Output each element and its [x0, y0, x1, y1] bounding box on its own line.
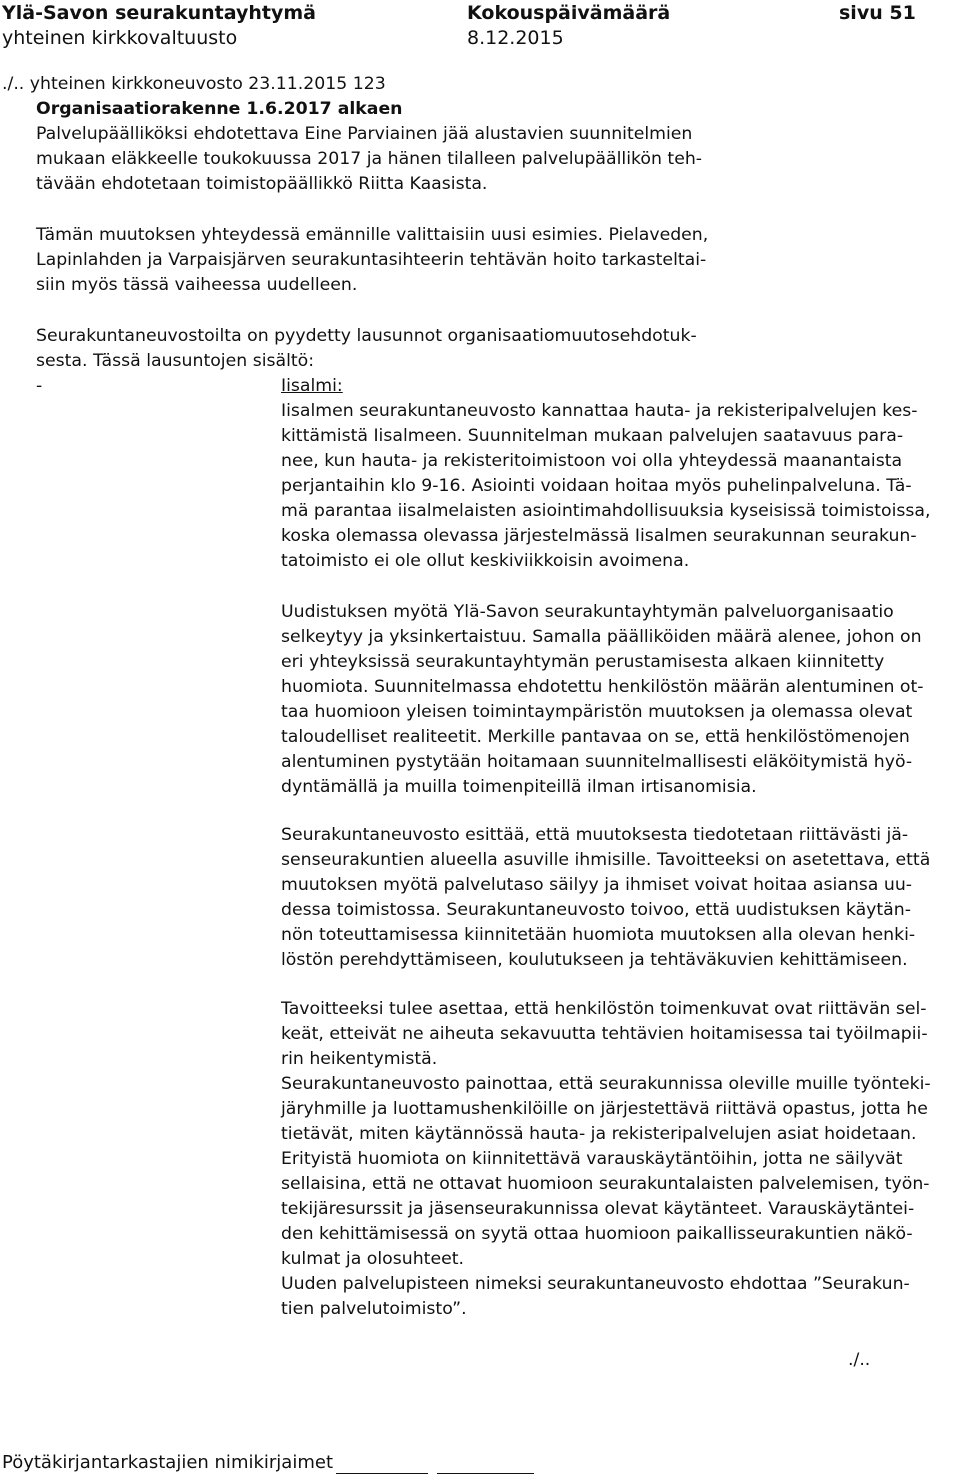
paragraph-line: Erityistä huomiota on kiinnitettävä varauskäytäntöihin, jotta ne säilyvät: [281, 1149, 903, 1169]
paragraph-line: mukaan eläkkeelle toukokuussa 2017 ja hänen tilalleen palvelupäällikön teh-: [36, 149, 703, 169]
list-dash: -: [36, 376, 43, 396]
paragraph-line: Tämän muutoksen yhteydessä emännille valittaisiin uusi esimies. Pielaveden,: [36, 225, 709, 245]
paragraph-line: Seurakuntaneuvosto painottaa, että seurakunnissa oleville muille työnteki-: [281, 1074, 931, 1094]
paragraph-line: dessa toimistossa. Seurakuntaneuvosto toivoo, että uudistuksen käytän-: [281, 900, 911, 920]
paragraph-line: Uudistuksen myötä Ylä-Savon seurakuntayhtymän palveluorganisaatio: [281, 602, 894, 622]
paragraph-line: rin heikentymistä.: [281, 1049, 438, 1069]
paragraph-line: kulmat ja olosuhteet.: [281, 1249, 464, 1269]
paragraph-line: koska olemassa olevassa järjestelmässä Iisalmen seurakunnan seurakun-: [281, 526, 917, 546]
list-heading-iisalmi: Iisalmi:: [281, 376, 343, 396]
paragraph-line: Tavoitteeksi tulee asettaa, että henkilöstön toimenkuvat ovat riittävän sel-: [281, 999, 927, 1019]
paragraph-line: Uuden palvelupisteen nimeksi seurakuntaneuvosto ehdottaa ”Seurakun-: [281, 1274, 910, 1294]
reference-line: ./.. yhteinen kirkkoneuvosto 23.11.2015 123: [2, 74, 386, 94]
paragraph-line: keät, etteivät ne aiheuta sekavuutta tehtävien hoitamisessa tai työilmapii-: [281, 1024, 928, 1044]
paragraph-line: kittämistä Iisalmeen. Suunnitelman mukaan palvelujen saatavuus para-: [281, 426, 904, 446]
paragraph-line: tietävät, miten käytännössä hauta- ja rekisteripalvelujen asiat hoidetaan.: [281, 1124, 917, 1144]
paragraph-line: nön toteuttamisessa kiinnitetään huomiota muutoksen alla olevan henki-: [281, 925, 916, 945]
paragraph-line: dyntämällä ja muilla toimenpiteillä ilman irtisanomisia.: [281, 777, 757, 797]
paragraph-line: taa huomioon yleisen toimintaympäristön muutoksen ja olemassa olevat: [281, 702, 913, 722]
paragraph-line: Seurakuntaneuvostoilta on pyydetty lausunnot organisaatiomuutosehdotuk-: [36, 326, 697, 346]
paragraph-line: Lapinlahden ja Varpaisjärven seurakuntasihteerin tehtävän hoito tarkasteltai-: [36, 250, 707, 270]
paragraph-line: Palvelupäälliköksi ehdotettava Eine Parviainen jää alustavien suunnitelmien: [36, 124, 693, 144]
paragraph-line: sesta. Tässä lausuntojen sisältö:: [36, 351, 315, 371]
paragraph-line: mä parantaa iisalmelaisten asiointimahdollisuuksia kyseisissä toimistoissa,: [281, 501, 931, 521]
continuation-mark: ./..: [848, 1350, 871, 1370]
paragraph-line: muutoksen myötä palvelutaso säilyy ja ihmiset voivat hoitaa asiansa uu-: [281, 875, 913, 895]
page-number: sivu 51: [839, 2, 916, 24]
signature-line-2: [437, 1473, 534, 1474]
signature-label: Pöytäkirjantarkastajien nimikirjaimet: [2, 1452, 333, 1473]
paragraph-line: nee, kun hauta- ja rekisteritoimistoon voi olla yhteydessä maanantaista: [281, 451, 903, 471]
paragraph-line: tävään ehdotetaan toimistopäällikkö Riitta Kaasista.: [36, 174, 488, 194]
paragraph-line: löstön perehdyttämiseen, koulutukseen ja tehtäväkuvien kehittämiseen.: [281, 950, 908, 970]
paragraph-line: sellaisina, että ne ottavat huomioon seurakuntalaisten palvelemisen, työn-: [281, 1174, 930, 1194]
paragraph-line: Seurakuntaneuvosto esittää, että muutoksesta tiedotetaan riittävästi jä-: [281, 825, 909, 845]
paragraph-line: selkeytyy ja yksinkertaistuu. Samalla päälliköiden määrä alenee, johon on: [281, 627, 922, 647]
meeting-date: 8.12.2015: [467, 27, 564, 49]
paragraph-line: huomiota. Suunnitelmassa ehdotettu henkilöstön määrän alentuminen ot-: [281, 677, 924, 697]
paragraph-line: järyhmille ja luottamushenkilöille on järjestettävä riittävä opastus, jotta he: [281, 1099, 928, 1119]
paragraph-line: perjantaihin klo 9-16. Asiointi voidaan hoitaa myös puhelinpalveluna. Tä-: [281, 476, 912, 496]
section-title: Organisaatiorakenne 1.6.2017 alkaen: [36, 99, 403, 119]
paragraph-line: siin myös tässä vaiheessa uudelleen.: [36, 275, 358, 295]
paragraph-line: eri yhteyksissä seurakuntayhtymän perustamisesta alkaen kiinnitetty: [281, 652, 885, 672]
signature-line-1: [336, 1473, 428, 1474]
paragraph-line: Iisalmen seurakuntaneuvosto kannattaa hauta- ja rekisteripalvelujen kes-: [281, 401, 918, 421]
paragraph-line: tien palvelutoimisto”.: [281, 1299, 467, 1319]
paragraph-line: tatoimisto ei ole ollut keskiviikkoisin avoimena.: [281, 551, 690, 571]
paragraph-line: den kehittämisessä on syytä ottaa huomioon paikallisseurakuntien näkö-: [281, 1224, 913, 1244]
paragraph-line: senseurakuntien alueella asuville ihmisille. Tavoitteeksi on asetettava, että: [281, 850, 931, 870]
paragraph-line: tekijäresurssit ja jäsenseurakunnissa olevat käytänteet. Varauskäytäntei-: [281, 1199, 915, 1219]
meeting-date-label: Kokouspäivämäärä: [467, 2, 671, 24]
paragraph-line: alentuminen pystytään hoitamaan suunnitelmallisesti eläköitymistä hyö-: [281, 752, 913, 772]
body-name: yhteinen kirkkovaltuusto: [2, 27, 238, 49]
organization-name: Ylä-Savon seurakuntayhtymä: [2, 2, 316, 24]
paragraph-line: taloudelliset realiteetit. Merkille pantavaa on se, että henkilöstömenojen: [281, 727, 910, 747]
